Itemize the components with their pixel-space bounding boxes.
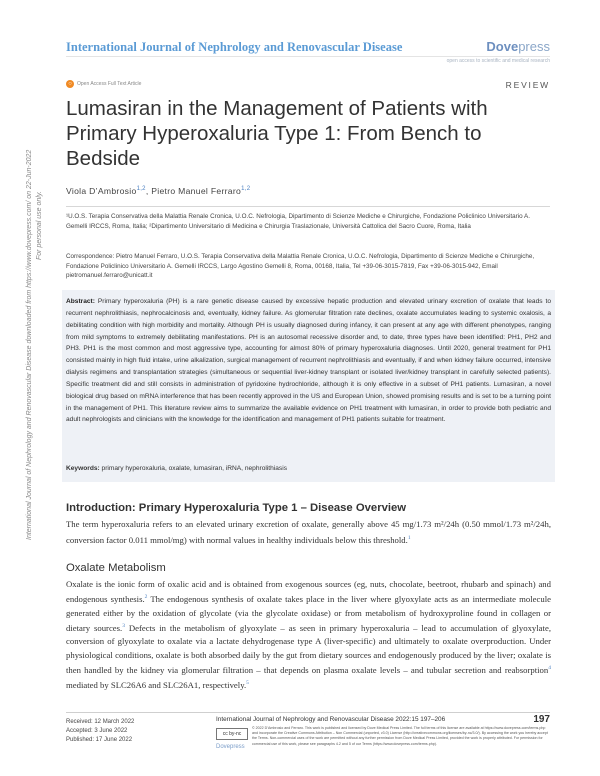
reference-link[interactable]: 3: [122, 622, 125, 629]
author-2-affil[interactable]: 1,2: [241, 186, 251, 193]
footer-journal-citation[interactable]: International Journal of Nephrology and Renovascular Disease 2022:15 197–206: [216, 716, 446, 723]
paragraph-oxalate-d: mediated by SLC26A6 and SLC26A1, respectively.: [66, 679, 247, 690]
paragraph-oxalate-c: Defects in the metabolism of glyoxylate – as seen in primary hyperoxaluria – lead to accumulation of glyoxylate, conversion of glyoxylate to oxalate via a lactate dehydrogenase type A (liver-specific) and ultimately to oxalate overproduction. Under physiological conditions, oxalate is both absorbed daily by the gut from dietary sources and endogenously produced by the liver; oxalate is then handled by the kidney via glomerular filtration – that depends on plasma oxalate levels – and tubular secretion and reabsorption: [66, 622, 551, 675]
reference-link[interactable]: 4: [548, 664, 551, 671]
open-access-badge: [66, 80, 141, 88]
article-type: REVIEW: [505, 80, 550, 90]
reference-link[interactable]: 5: [246, 680, 249, 687]
reference-link[interactable]: 2: [144, 594, 148, 601]
paragraph-introduction: [66, 518, 551, 547]
license-text: © 2022 D’Ambrosio and Ferraro. This work is published and licensed by Dove Medical Press Limited. The full terms of this license are available at https://www.dovepress.com/terms.php and incorporate the Creative Commons Attribution – Non Commercial (unported, v3.0) License (http://creativecommons.org/licenses/by-nc/3.0/). By accessing the work you hereby accept the Terms. Non-commercial uses of the work are permitted without any further permission from Dove Medical Press Limited, provided the work is properly attributed. For permission for commercial use of this work, please see paragraphs 4.2 and 5 of our Terms (https://www.dovepress.com/terms.php).: [252, 726, 548, 746]
author-list: [66, 186, 250, 196]
author-1[interactable]: Viola D’Ambrosio: [66, 186, 137, 196]
brand-dove: Dove: [486, 39, 519, 54]
correspondence: Correspondence: Pietro Manuel Ferraro, U.O.S. Terapia Conservativa della Malattia Renale Cronica, U.O.C. Nefrologia, Dipartimento di Scienze Mediche e Chirurgiche, Fondazione Policlinico Universitario A. Gemelli IRCCS, Largo Agostino Gemelli 8, Roma, 00168, Italia, Tel +39-06-3015-7819, Fax +39-06-3015-942, Email pietromanuel.ferraro@unicatt.it: [66, 253, 535, 280]
sidebar-download-note: International Journal of Nephrology and Renovascular Disease downloaded from https://www.dovepress.com/ on 22-Jun-2022: [26, 149, 33, 540]
author-separator: ,: [145, 186, 152, 196]
section-heading-oxalate: Oxalate Metabolism: [66, 562, 166, 574]
header-divider: [66, 56, 550, 57]
cc-license-badge[interactable]: cc by-nc: [216, 728, 248, 740]
sidebar-personal-use: For personal use only.: [36, 191, 43, 260]
received-date: Received: 12 March 2022: [66, 719, 135, 725]
keywords-label: Keywords:: [66, 465, 100, 472]
section-heading-introduction: Introduction: Primary Hyperoxaluria Type 1 – Disease Overview: [66, 502, 407, 514]
brand-press: press: [518, 39, 550, 54]
abstract-label: Abstract:: [66, 298, 95, 305]
journal-name[interactable]: International Journal of Nephrology and Renovascular Disease: [66, 40, 403, 54]
page-number: 197: [533, 714, 550, 725]
affiliations: ¹U.O.S. Terapia Conservativa della Malattia Renale Cronica, U.O.C. Nefrologia, Dipartimento di Scienze Mediche e Chirurgiche, Fondazione Policlinico Universitario A. Gemelli IRCCS, Roma, Italia; ²Dipartimento Universitario di Medicina e Chirurgia Traslazionale, Università Cattolica del Sacro Cuore, Roma, Italia: [66, 213, 530, 230]
article-title: Lumasiran in the Management of Patients with Primary Hyperoxaluria Type 1: From Bench to Bedside: [66, 97, 488, 170]
affiliation-divider: [66, 206, 550, 207]
download-sidebar: [22, 120, 52, 660]
reference-link[interactable]: 1: [407, 534, 411, 541]
open-access-icon: ○: [66, 80, 74, 88]
keywords: [66, 465, 287, 472]
accepted-date: Accepted: 3 June 2022: [66, 728, 128, 734]
abstract-text: Primary hyperoxaluria (PH) is a rare genetic disease caused by excessive hepatic production and elevated urinary excretion of oxalate that leads to recurrent nephrolithiasis, nephrocalcinosis and, eventually, kidney failure. As glomerular filtration rate declines, oxalate accumulates leading to systemic oxalosis, a debilitating condition with high morbidity and mortality. Although PH is usually diagnosed during infancy, it can present at any age with different phenotypes, ranging from mild symptoms to extremely debilitating manifestations. PH is an autosomal recessive disorder and, to date, three types have been identified: PH1, PH2 and PH3. PH1 is the most common and most aggressive type, accounting for almost 80% of primary hyperoxaluria diagnoses. Until 2020, general treatment for PH1 consisted mainly in high fluid intake, urine alkalization, surgical management of recurrent nephrolithiasis and eventually, if and when kidney failure occurred, intensive dialysis regimens and transplantation strategies (simultaneous or sequential liver-kidney transplant or isolated liver/kidney transplant in carefully selected patients). Specific treatment did and still consists in administration of pyridoxine hydrochloride, although it is only effective in a subset of PH1 patients. Lumasiran, a novel biological drug based on mRNA interference that has been recently approved in the US and European Union, showed promising results and is set to be a turning point in the management of PH1. This literature review aims to summarize the available evidence on PH1 treatment with lumasiran, in order to provide both pediatric and adult nephrologists and clinicians with the knowledge for the identification and management of PH1 patients suitable for treatment.: [66, 298, 551, 424]
publisher-tagline: open access to scientific and medical research: [446, 58, 550, 64]
author-1-affil[interactable]: 1,2: [136, 186, 146, 193]
paragraph-oxalate-b: The endogenous synthesis of oxalate takes place in the liver where glyoxylate acts as an intermediate molecule generated either by the oxidation of glycolate (via the glycolate oxidase) or from metabolism of hydroxyproline found in collagen or dietary sources.: [66, 594, 551, 633]
keywords-text: primary hyperoxaluria, oxalate, lumasiran, iRNA, nephrolithiasis: [99, 465, 287, 472]
footer-publisher-logo[interactable]: Dovepress: [216, 744, 245, 750]
author-2[interactable]: Pietro Manuel Ferraro: [151, 186, 242, 196]
published-date: Published: 17 June 2022: [66, 737, 133, 743]
abstract: [66, 296, 551, 426]
article-dates: [66, 718, 134, 745]
publisher-logo[interactable]: [486, 39, 550, 54]
paragraph-introduction-text: The term hyperoxaluria refers to an elevated urinary excretion of oxalate, generally above 45 mg/1.73 m²/24h (0.50 mmol/1.73 m²/24h, conversion factor 0.011 mmol/mg) with normal values in healthy individuals below this threshold.: [66, 519, 551, 545]
paragraph-oxalate-a: Oxalate is the ionic form of oxalic acid and is obtained from exogenous sources (eg, nuts, chocolate, beetroot, rhubarb and spinach) and endogenous synthesis.: [66, 579, 551, 605]
paragraph-oxalate: [66, 578, 551, 692]
open-access-label: Open Access Full Text Article: [77, 81, 142, 87]
footer-divider: [66, 712, 550, 713]
